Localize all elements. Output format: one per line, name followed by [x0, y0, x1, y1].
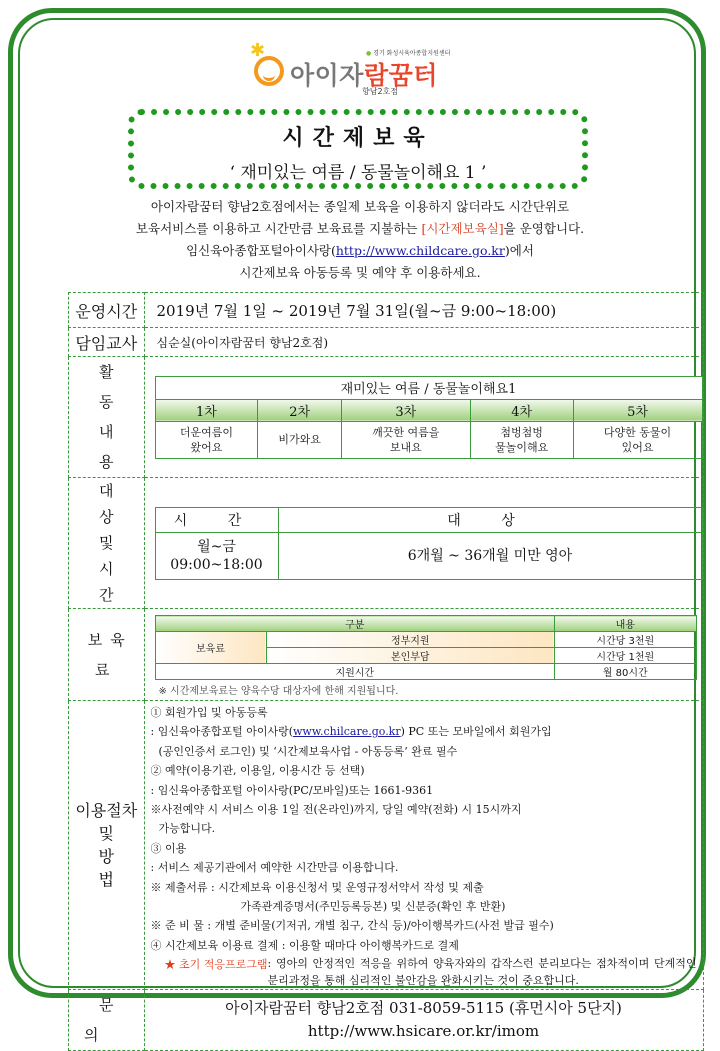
table-row	[69, 357, 704, 478]
target-label: 대 상 및 시 간	[69, 478, 145, 609]
early-program: ★ 초기 적응프로그램 : 영아의 안정적인 적응을 위하여 양육자와의 갑작스런 분리보다는 점차적이며 단계적인 분리과정을 통해 심리적인 불안감을 완화시키는 것이 중요합니다.	[164, 957, 697, 988]
target-header: 대 상	[278, 507, 702, 532]
fee-label: 보육료	[69, 609, 145, 701]
activity-content: 첨벙첨벙 물놀이해요	[470, 421, 573, 458]
time-value: 월~금 09:00~18:00	[155, 532, 278, 579]
teacher-label: 담임교사	[69, 328, 145, 357]
page-title: 시간제보육	[282, 125, 434, 151]
fee-note: ※ 시간제보육료는 양육수당 대상자에 한해 지원됩니다.	[158, 686, 399, 697]
fee-table	[155, 615, 697, 680]
self-value: 시간당 1천원	[555, 648, 696, 664]
procedure-label: 이용절차 및 방 법	[69, 701, 145, 990]
hours-value: 2019년 7월 1일 ~ 2019년 7월 31일(월~금 9:00~18:00)	[144, 293, 703, 328]
fee-row-label: 보육료	[155, 632, 266, 664]
smile-face-icon	[254, 56, 284, 86]
target-cell	[144, 478, 703, 609]
logo-branch: 향남2호점	[362, 87, 399, 96]
activity-content: 더운여름이 왔어요	[155, 421, 258, 458]
logo	[250, 42, 480, 102]
intro-text	[80, 196, 640, 284]
self-label: 본인부담	[266, 648, 555, 664]
gov-value: 시간당 3천원	[555, 632, 696, 648]
hours-label: 운영시간	[69, 293, 145, 328]
info-table	[68, 292, 704, 1051]
teacher-value: 심순실(아이자람꿈터 향남2호점)	[144, 328, 703, 357]
table-row	[69, 328, 704, 357]
activity-label: 활 동 내 용	[69, 357, 145, 478]
star-icon: ✱	[250, 40, 266, 61]
childcare-link[interactable]: www.chilcare.go.kr	[293, 725, 401, 739]
round-label: 2차	[258, 399, 341, 421]
table-row	[69, 293, 704, 328]
contact-url[interactable]: http://www.hsicare.or.kr/imom	[307, 1022, 540, 1041]
highlight-text: [시간제보육실]	[421, 221, 504, 236]
intro-line: 임신육아종합포털아이사랑(http://www.childcare.go.kr)에서	[186, 243, 534, 258]
logo-org-name: ● 경기 화성시육아종합지원센터	[366, 48, 450, 57]
time-header: 시 간	[155, 507, 278, 532]
activity-header: 재미있는 여름 / 동물놀이해요1	[155, 376, 702, 399]
fee-header: 내용	[555, 616, 696, 632]
contact-cell	[144, 990, 703, 1051]
round-label: 5차	[573, 399, 702, 421]
childcare-link[interactable]: http://www.childcare.go.kr	[335, 243, 505, 258]
page-subtitle: ‘ 재미있는 여름 / 동물놀이해요 1 ’	[229, 163, 487, 183]
table-row	[69, 990, 704, 1051]
contact-info	[145, 991, 703, 1049]
activity-content: 다양한 동물이 있어요	[573, 421, 702, 458]
table-row	[69, 609, 704, 701]
title-box	[128, 109, 588, 189]
round-label: 4차	[470, 399, 573, 421]
procedure-text: ① 회원가입 및 아동등록 : 임신육아종합포털 아이사랑(www.chilcare.go.kr) PC 또는 모바일에서 회원가입 (공인인증서 로그인) 및 ‘시간제보육사업 - 아동등록’ 완료 필수 ② 예약(이용기관, 이용일, 이용시간 등 선택) : 임신육아종합포털 아이사랑(PC/모바일)또는 1661-9361 ※사전예약 시 서비스 이용 1일 전(온라인)까지, 당일 예약(전화) 시 15시까지 가능합니다. ③ 이용 : 서비스 제공기관에서 예약한 시간만큼 이용합니다. ※ 제출서류 : 시간제보육 이용신청서 및 운영규정서약서 작성 및 제출 가족관계증명서(주민등록등본) 및 신분증(확인 후 반환) ※ 준 비 물 : 개별 준비물(기저귀, 개별 침구, 간식 등)/아이행복카드(사전 발급 필수) ④ 시간제보육 이용료 결제 : 이용할 때마다 아이행복카드로 결제 ★ 초기 적응프로그램 : 영아의 안정적인 적응을 위하여 양육자와의 갑작스런 분리보다는 점차적이며 단계적인 분리과정을 통해 심리적인 불안감을 완화시키는 것이 중요합니다.	[150, 706, 697, 988]
contact-phone: 아이자람꿈터 향남2호점 031-8059-5115 (휴먼시아 5단지)	[225, 999, 622, 1018]
target-table	[155, 507, 703, 580]
procedure-cell	[144, 701, 703, 990]
support-hours-label: 지원시간	[155, 664, 555, 680]
round-label: 1차	[155, 399, 258, 421]
activity-table	[155, 376, 703, 459]
fee-header: 구분	[155, 616, 555, 632]
table-row	[69, 701, 704, 990]
target-value: 6개월 ~ 36개월 미만 영아	[278, 532, 702, 579]
round-label: 3차	[341, 399, 470, 421]
logo-title: 아이자람꿈터	[290, 61, 438, 90]
activity-content: 비가와요	[258, 421, 341, 458]
activity-cell	[144, 357, 703, 478]
intro-line: 아이자람꿈터 향남2호점에서는 종일제 보육을 이용하지 않더라도 시간단위로	[150, 199, 570, 214]
intro-line: 보육서비스를 이용하고 시간만큼 보육료를 지불하는 [시간제보육실]을 운영합니다.	[135, 221, 585, 236]
gov-label: 정부지원	[266, 632, 555, 648]
fee-cell	[144, 609, 703, 701]
contact-label: 문 의	[69, 990, 145, 1051]
activity-content: 깨끗한 여름을 보내요	[341, 421, 470, 458]
table-row	[69, 478, 704, 609]
support-hours-value: 월 80시간	[555, 664, 696, 680]
intro-line: 시간제보육 아동등록 및 예약 후 이용하세요.	[239, 265, 481, 280]
